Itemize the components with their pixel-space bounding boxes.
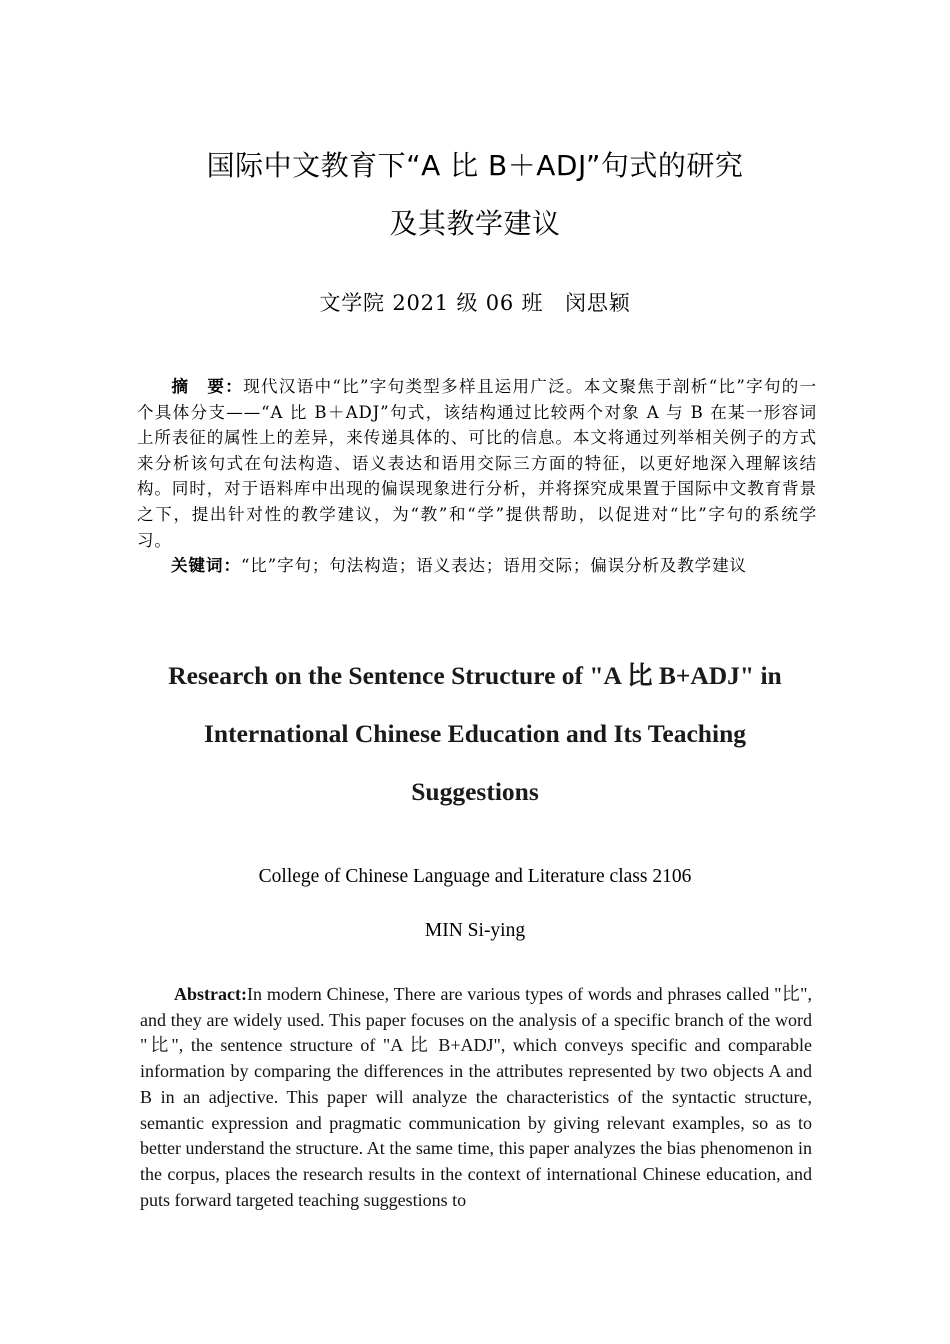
english-affiliation: College of Chinese Language and Literature class 2106 [258,866,692,887]
chinese-abstract-body: 现代汉语中“比”字句类型多样且运用广泛。本文聚焦于剖析“比”字句的一个具体分支——“A 比 B＋ADJ”句式，该结构通过比较两个对象 A 与 B 在某一形容词上所表征的属性上的差异，来传递具体的、可比的信息。本文将通过列举相关例子的方式来分析该句式在句法构造、语义表达和语用交际三方面的特征，以更好地深入理解该结构。同时，对于语料库中出现的偏误现象进行分析，并将探究成果置于国际中文教育背景之下，提出针对性的教学建议，为“教”和“学”提供帮助，以促进对“比”字句的系统学习。 [137,377,818,550]
english-abstract-body: In modern Chinese, There are various types of words and phrases called "比", and they are widely used. This paper focuses on the analysis of a specific branch of the word "比", the sentence structure of "A 比 B+ADJ", which conveys specific and comparable information by comparing the differences in the attributes represented by two objects A and B in an adjective. This paper will analyze the characteristics of the syntactic structure, semantic expression and pragmatic communication by giving relevant examples, so as to better understand the structure. At the same time, this paper analyzes the bias phenomenon in the corpus, places the research results in the context of international Chinese education, and puts forward targeted teaching suggestions to [140,984,812,1210]
english-author-name: MIN Si-ying [424,920,526,941]
chinese-keywords-separator: ： [223,556,241,576]
chinese-keywords-label: 关键词 [171,556,224,576]
english-abstract-block [140,982,812,1213]
english-title-line-3: Suggestions [411,777,539,807]
english-abstract-label: Abstract: [174,984,247,1004]
english-title-line-2: International Chinese Education and Its Teaching [204,719,746,749]
chinese-abstract-paragraph [137,374,817,553]
chinese-abstract-block [137,374,817,579]
chinese-title-line-1: 国际中文教育下“A 比 B＋ADJ”句式的研究 [206,148,744,182]
chinese-author-line: 文学院 2021 级 06 班 闵思颖 [319,291,631,315]
english-title-line-1: Research on the Sentence Structure of "A 比 B+ADJ" in [168,661,782,691]
chinese-keywords-value: “比”字句；句法构造；语义表达；语用交际；偏误分析及教学建议 [241,556,747,576]
chinese-title [135,137,815,253]
chinese-abstract-label-separator: ： [225,377,244,396]
chinese-abstract-label: 摘 要 [171,377,226,396]
english-title [120,647,830,821]
english-abstract-paragraph [140,982,812,1213]
chinese-keywords-paragraph [137,553,817,579]
english-author-block [120,850,830,958]
chinese-title-line-2: 及其教学建议 [389,206,561,240]
